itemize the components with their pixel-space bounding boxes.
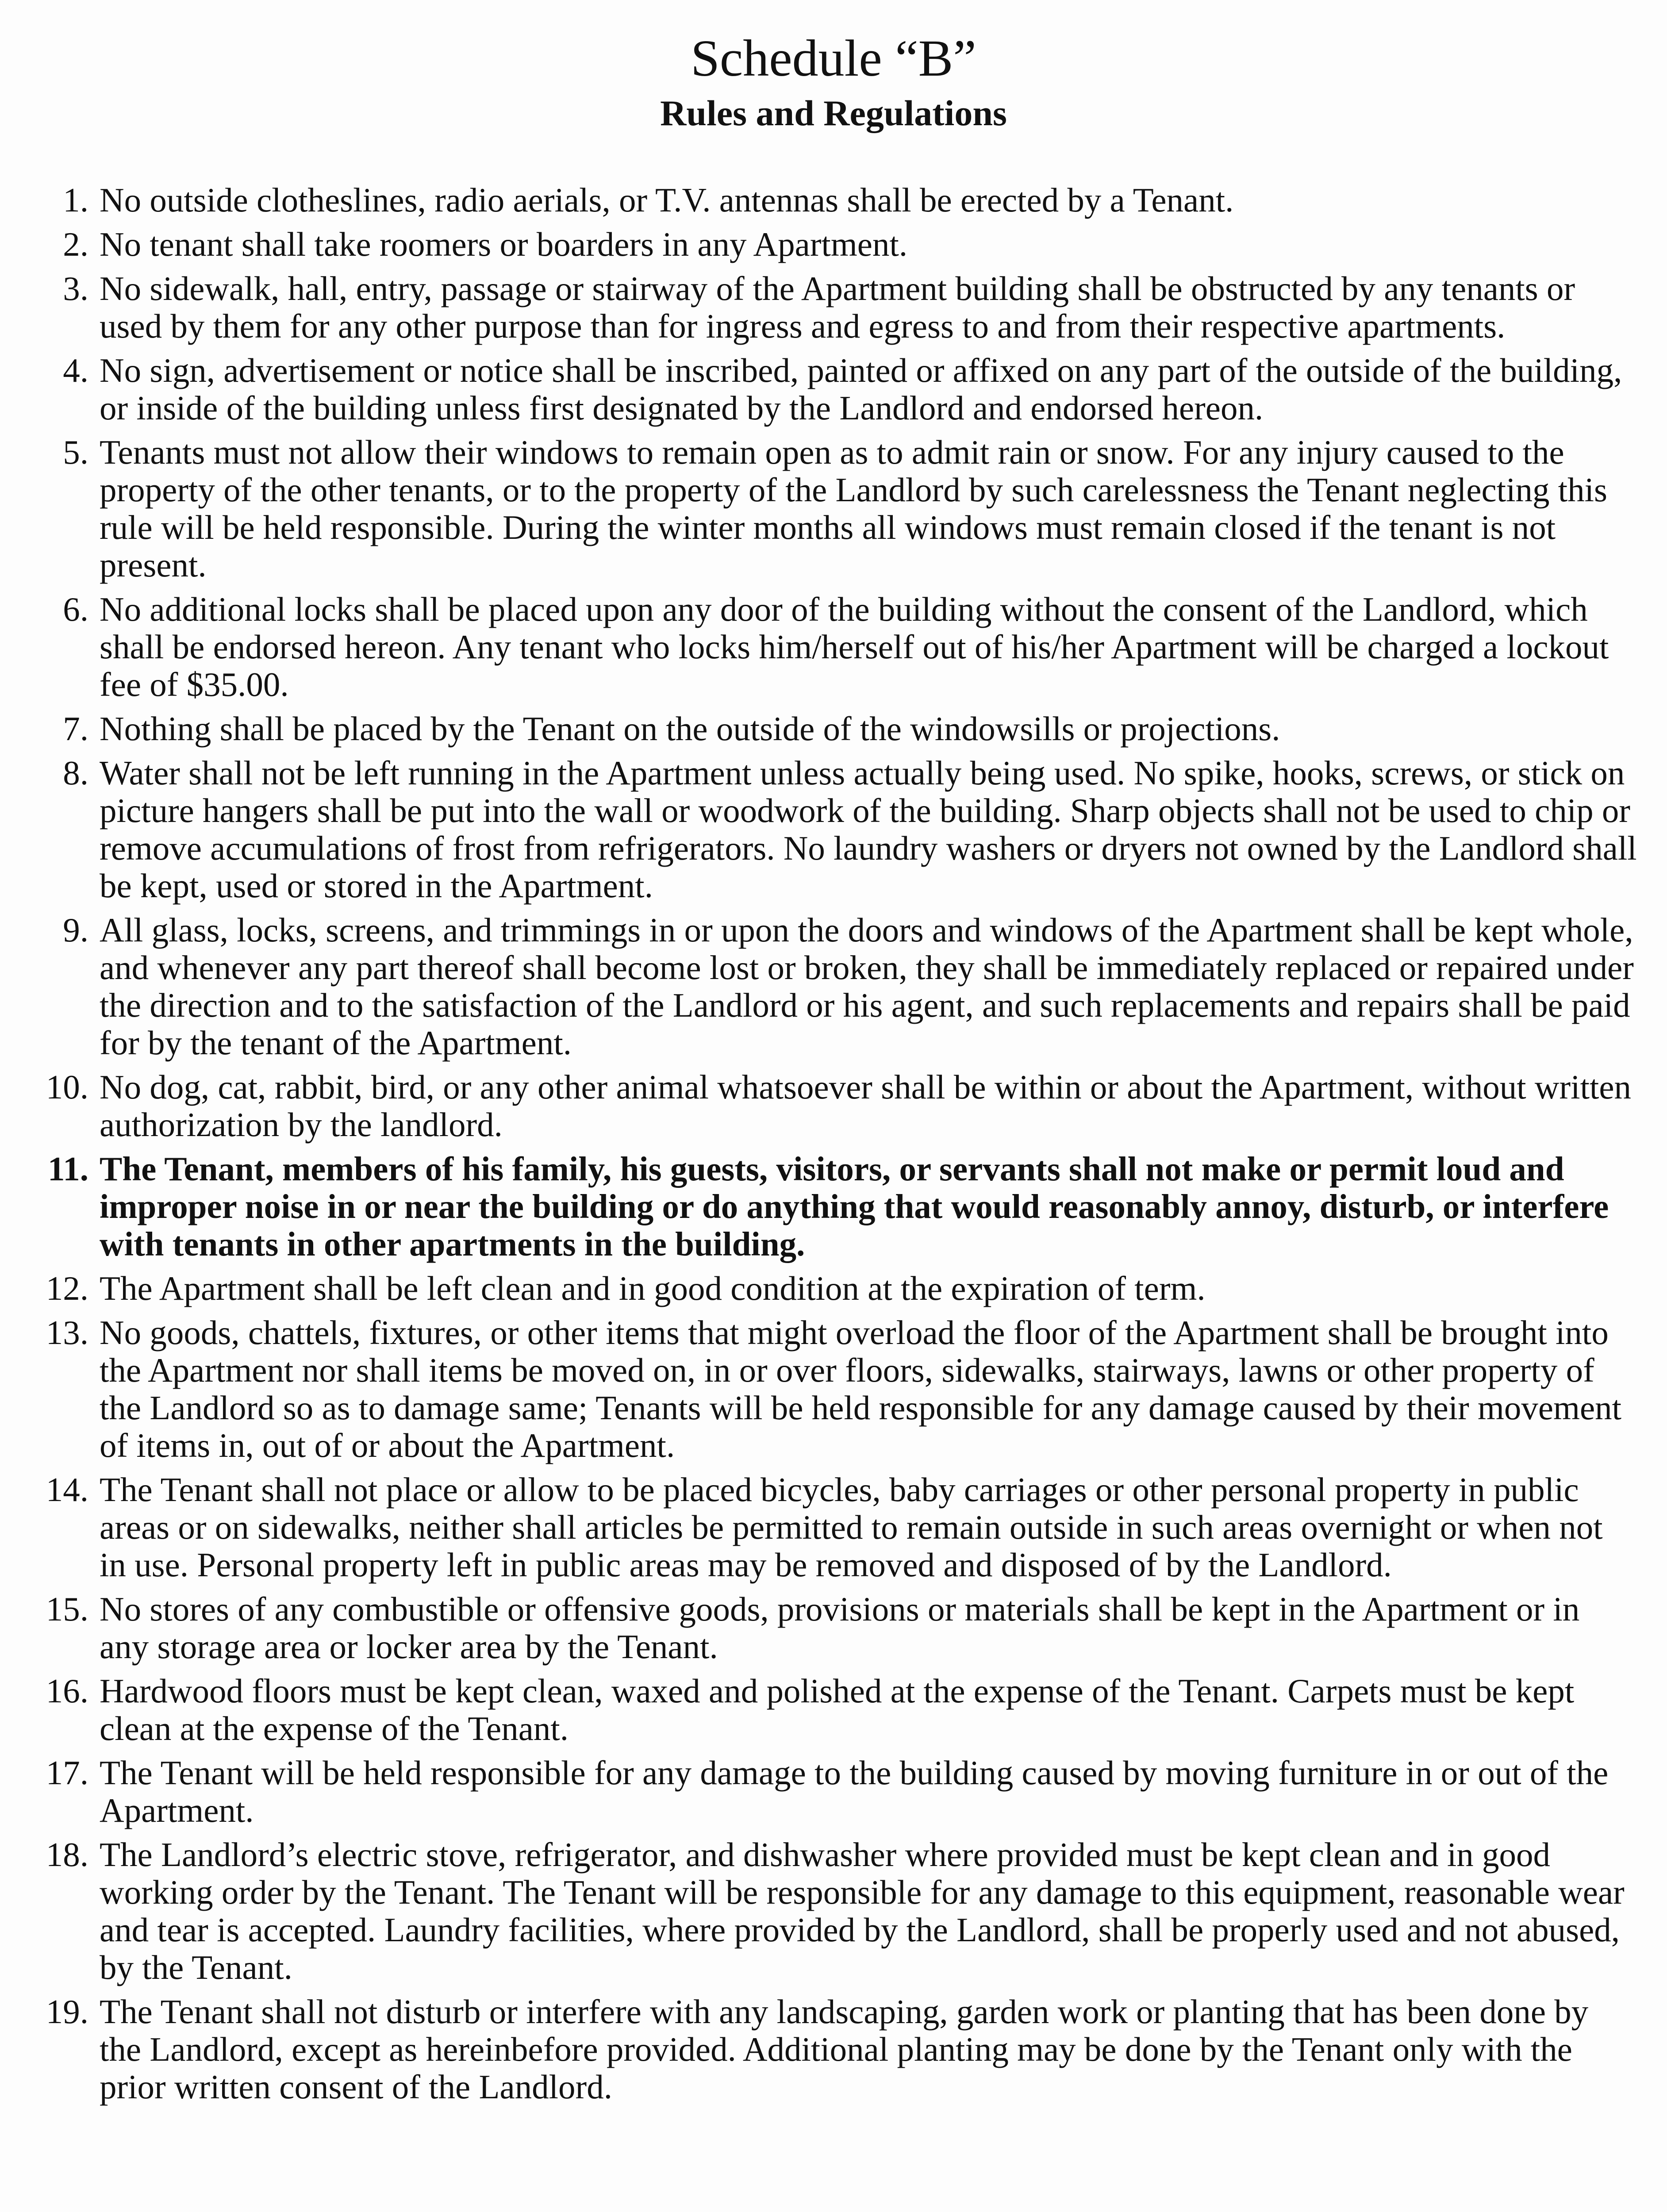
rule-text: Nothing shall be placed by the Tenant on the outside of the windowsills or projections. — [100, 710, 1280, 748]
rule-number: 17. — [46, 1754, 88, 1792]
rule-item — [27, 1314, 1637, 1464]
rule-item — [27, 1836, 1637, 1986]
rule-item — [27, 1754, 1637, 1829]
rule-number: 12. — [46, 1269, 88, 1307]
rule-item — [27, 1270, 1637, 1307]
rule-number: 15. — [46, 1590, 88, 1628]
rule-number: 16. — [46, 1672, 88, 1710]
rule-text: No sign, advertisement or notice shall be inscribed, painted or affixed on any part of the outside of the building, or inside of the building unless first designated by the Landlord and endorsed hereon. — [100, 351, 1622, 427]
rule-item — [27, 352, 1637, 427]
rule-item — [27, 226, 1637, 263]
rule-text: The Landlord’s electric stove, refrigerator, and dishwasher where provided must be kept clean and in good working order by the Tenant. The Tenant will be responsible for any damage to this equipment, reasonable wear and tear is accepted. Laundry facilities, where provided by the Landlord, shall be properly used and not abused, by the Tenant. — [100, 1836, 1625, 1986]
rule-number: 5. — [63, 433, 88, 471]
rule-number: 10. — [46, 1068, 88, 1106]
rule-item — [27, 1993, 1637, 2106]
rule-number: 11. — [47, 1150, 88, 1188]
rule-number: 1. — [63, 181, 88, 219]
rule-item — [27, 591, 1637, 703]
rule-number: 3. — [63, 269, 88, 307]
rule-number: 18. — [46, 1836, 88, 1874]
rule-number: 9. — [63, 911, 88, 949]
page-title: Schedule “B” — [691, 29, 976, 87]
rule-text: No sidewalk, hall, entry, passage or stairway of the Apartment building shall be obstructed by any tenants or used by them for any other purpose than for ingress and egress to and from their respective apartments. — [100, 269, 1575, 345]
rule-text: No stores of any combustible or offensive goods, provisions or materials shall be kept in the Apartment or in any storage area or locker area by the Tenant. — [100, 1590, 1580, 1666]
rule-number: 6. — [63, 590, 88, 628]
rule-text: The Tenant, members of his family, his guests, visitors, or servants shall not make or permit loud and improper noise in or near the building or do anything that would reasonably annoy, disturb, or interfere with tenants in other apartments in the building. — [100, 1150, 1609, 1263]
rule-text: The Tenant shall not disturb or interfere with any landscaping, garden work or planting that has been done by the Landlord, except as hereinbefore provided. Additional planting may be done by the Tenant only with the prior written consent of the Landlord. — [100, 1993, 1589, 2106]
rule-item — [27, 270, 1637, 345]
rule-number: 8. — [63, 754, 88, 792]
rule-text: No outside clotheslines, radio aerials, or T.V. antennas shall be erected by a Tenant. — [100, 181, 1234, 219]
rule-text: No dog, cat, rabbit, bird, or any other animal whatsoever shall be within or about the Apartment, without written authorization by the landlord. — [100, 1068, 1632, 1144]
rule-number: 14. — [46, 1471, 88, 1509]
rule-number: 4. — [63, 351, 88, 389]
rule-number: 7. — [63, 710, 88, 748]
rule-text: Water shall not be left running in the Apartment unless actually being used. No spike, hooks, screws, or stick on picture hangers shall be put into the wall or woodwork of the building. Sharp objects shall not be used to chip or remove accumulations of frost from refrigerators. No laundry washers or dryers not owned by the Landlord shall be kept, used or stored in the Apartment. — [100, 754, 1637, 905]
rule-item — [27, 911, 1637, 1062]
rule-item — [27, 1672, 1637, 1747]
rule-text: No tenant shall take roomers or boarders in any Apartment. — [100, 225, 908, 263]
rule-number: 19. — [46, 1993, 88, 2031]
rule-text: All glass, locks, screens, and trimmings in or upon the doors and windows of the Apartment shall be kept whole, and whenever any part thereof shall become lost or broken, they shall be immediately replaced or repaired under the direction and to the satisfaction of the Landlord or his agent, and such replacements and repairs shall be paid for by the tenant of the Apartment. — [100, 911, 1634, 1062]
rule-text: The Tenant will be held responsible for any damage to the building caused by moving furniture in or out of the Apartment. — [100, 1754, 1609, 1829]
rule-number: 13. — [46, 1313, 88, 1352]
rule-item — [27, 1150, 1637, 1263]
rule-text: Hardwood floors must be kept clean, waxed and polished at the expense of the Tenant. Carpets must be kept clean at the expense of the Tenant. — [100, 1672, 1575, 1747]
page-subtitle: Rules and Regulations — [660, 93, 1007, 133]
rule-item — [27, 710, 1637, 748]
rule-number: 2. — [63, 225, 88, 263]
rules-list — [27, 181, 1637, 2112]
rule-text: No additional locks shall be placed upon any door of the building without the consent of the Landlord, which shall be endorsed hereon. Any tenant who locks him/herself out of his/her Apartment will be charged a lockout fee of $35.00. — [100, 590, 1609, 703]
rule-item — [27, 1590, 1637, 1666]
rule-item — [27, 1068, 1637, 1144]
rule-text: The Tenant shall not place or allow to be placed bicycles, baby carriages or other personal property in public areas or on sidewalks, neither shall articles be permitted to remain outside in such areas overnight or when not in use. Personal property left in public areas may be removed and disposed of by the Landlord. — [100, 1471, 1603, 1584]
rule-item — [27, 181, 1637, 219]
rule-item — [27, 754, 1637, 905]
rule-text: The Apartment shall be left clean and in good condition at the expiration of term. — [100, 1269, 1206, 1307]
rule-item — [27, 1471, 1637, 1584]
rule-item — [27, 434, 1637, 584]
rule-text: No goods, chattels, fixtures, or other items that might overload the floor of the Apartment shall be brought into the Apartment nor shall items be moved on, in or over floors, sidewalks, stairways, lawns or other property of the Landlord so as to damage same; Tenants will be held responsible for any damage caused by their movement of items in, out of or about the Apartment. — [100, 1313, 1622, 1464]
rule-text: Tenants must not allow their windows to remain open as to admit rain or snow. For any injury caused to the property of the other tenants, or to the property of the Landlord by such carelessness the Tenant neglecting this rule will be held responsible. During the winter months all windows must remain closed if the tenant is not present. — [100, 433, 1608, 584]
